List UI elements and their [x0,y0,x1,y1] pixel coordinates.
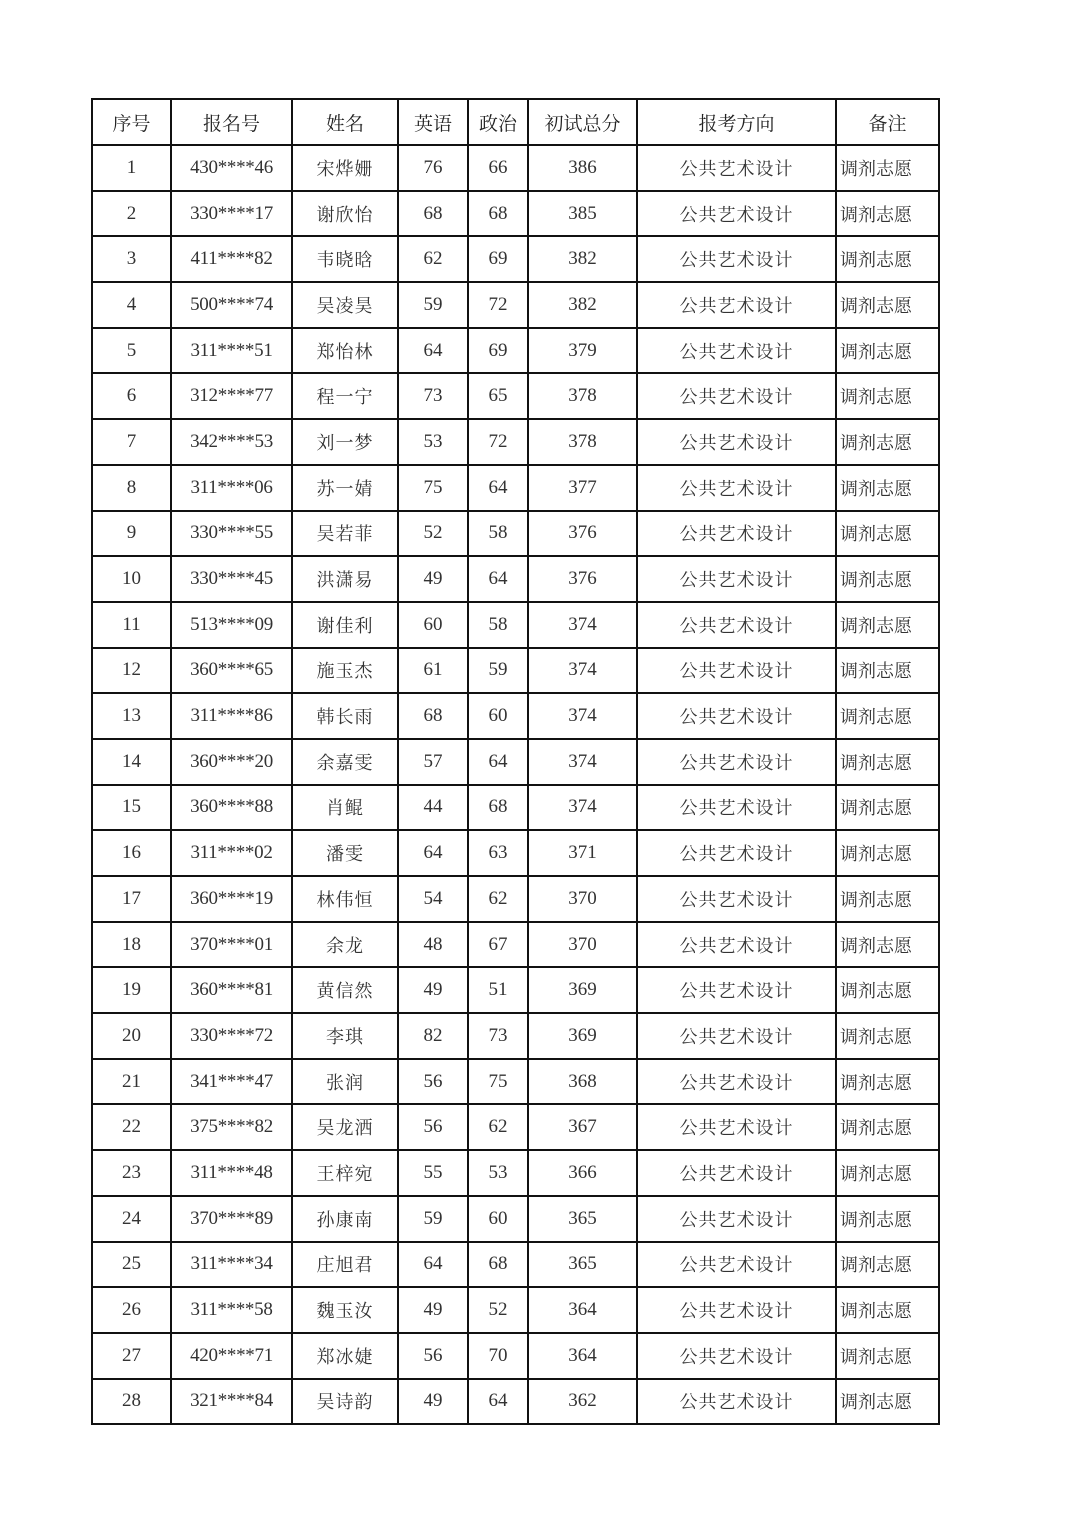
remark-cell: 调剂志愿 [836,1379,939,1425]
remark-cell: 调剂志愿 [836,191,939,237]
table-row [92,739,939,785]
student-name-cell: 郑冰婕 [292,1333,398,1379]
total-score-cell: 365 [528,1242,637,1288]
serial-no-cell: 19 [92,967,171,1013]
remark-cell: 调剂志愿 [836,922,939,968]
registration-no-cell: 321****84 [171,1379,292,1425]
english-score-cell: 61 [398,648,468,694]
english-score-cell: 64 [398,1242,468,1288]
politics-score-cell: 68 [468,1242,528,1288]
politics-score-cell: 64 [468,1379,528,1425]
student-name-cell: 潘雯 [292,830,398,876]
student-name-cell: 肖鲲 [292,785,398,831]
serial-no-cell: 7 [92,419,171,465]
student-name-cell: 施玉杰 [292,648,398,694]
direction-cell: 公共艺术设计 [637,922,836,968]
serial-no-cell: 22 [92,1104,171,1150]
table-row [92,648,939,694]
table-row [92,1104,939,1150]
header-registration-no: 报名号 [171,99,292,145]
remark-cell: 调剂志愿 [836,830,939,876]
english-score-cell: 49 [398,1379,468,1425]
total-score-cell: 379 [528,328,637,374]
table-body [92,145,939,1424]
total-score-cell: 369 [528,1013,637,1059]
serial-no-cell: 20 [92,1013,171,1059]
student-name-cell: 刘一梦 [292,419,398,465]
remark-cell: 调剂志愿 [836,602,939,648]
english-score-cell: 62 [398,236,468,282]
politics-score-cell: 64 [468,556,528,602]
total-score-cell: 374 [528,648,637,694]
header-direction: 报考方向 [637,99,836,145]
english-score-cell: 56 [398,1333,468,1379]
remark-cell: 调剂志愿 [836,739,939,785]
remark-cell: 调剂志愿 [836,1196,939,1242]
direction-cell: 公共艺术设计 [637,739,836,785]
student-name-cell: 郑怡林 [292,328,398,374]
politics-score-cell: 75 [468,1059,528,1105]
politics-score-cell: 62 [468,876,528,922]
politics-score-cell: 68 [468,785,528,831]
serial-no-cell: 24 [92,1196,171,1242]
student-name-cell: 李琪 [292,1013,398,1059]
direction-cell: 公共艺术设计 [637,967,836,1013]
total-score-cell: 366 [528,1150,637,1196]
english-score-cell: 82 [398,1013,468,1059]
politics-score-cell: 60 [468,1196,528,1242]
table-row [92,1287,939,1333]
serial-no-cell: 25 [92,1242,171,1288]
table-row [92,602,939,648]
table-row [92,465,939,511]
remark-cell: 调剂志愿 [836,419,939,465]
table-row [92,282,939,328]
total-score-cell: 377 [528,465,637,511]
politics-score-cell: 69 [468,236,528,282]
english-score-cell: 75 [398,465,468,511]
direction-cell: 公共艺术设计 [637,1379,836,1425]
registration-no-cell: 360****81 [171,967,292,1013]
student-name-cell: 孙康南 [292,1196,398,1242]
total-score-cell: 370 [528,876,637,922]
registration-no-cell: 311****86 [171,693,292,739]
table-row [92,1059,939,1105]
registration-no-cell: 500****74 [171,282,292,328]
politics-score-cell: 65 [468,373,528,419]
registration-no-cell: 330****55 [171,511,292,557]
student-name-cell: 魏玉汝 [292,1287,398,1333]
student-name-cell: 余龙 [292,922,398,968]
direction-cell: 公共艺术设计 [637,1287,836,1333]
header-serial-no: 序号 [92,99,171,145]
total-score-cell: 370 [528,922,637,968]
total-score-cell: 374 [528,739,637,785]
remark-cell: 调剂志愿 [836,1287,939,1333]
english-score-cell: 76 [398,145,468,191]
registration-no-cell: 330****17 [171,191,292,237]
serial-no-cell: 23 [92,1150,171,1196]
total-score-cell: 374 [528,693,637,739]
remark-cell: 调剂志愿 [836,328,939,374]
politics-score-cell: 51 [468,967,528,1013]
politics-score-cell: 68 [468,191,528,237]
table-row [92,830,939,876]
student-name-cell: 王梓宛 [292,1150,398,1196]
english-score-cell: 68 [398,191,468,237]
politics-score-cell: 64 [468,465,528,511]
remark-cell: 调剂志愿 [836,967,939,1013]
registration-no-cell: 360****20 [171,739,292,785]
politics-score-cell: 60 [468,693,528,739]
remark-cell: 调剂志愿 [836,1242,939,1288]
header-english: 英语 [398,99,468,145]
student-name-cell: 吴诗韵 [292,1379,398,1425]
serial-no-cell: 8 [92,465,171,511]
header-remark: 备注 [836,99,939,145]
registration-no-cell: 311****06 [171,465,292,511]
serial-no-cell: 5 [92,328,171,374]
direction-cell: 公共艺术设计 [637,693,836,739]
direction-cell: 公共艺术设计 [637,1013,836,1059]
registration-no-cell: 411****82 [171,236,292,282]
registration-no-cell: 370****89 [171,1196,292,1242]
total-score-cell: 385 [528,191,637,237]
direction-cell: 公共艺术设计 [637,830,836,876]
english-score-cell: 64 [398,830,468,876]
table-row [92,1196,939,1242]
table-header-row [92,99,939,145]
student-name-cell: 林伟恒 [292,876,398,922]
total-score-cell: 382 [528,236,637,282]
serial-no-cell: 16 [92,830,171,876]
english-score-cell: 59 [398,1196,468,1242]
total-score-cell: 376 [528,556,637,602]
remark-cell: 调剂志愿 [836,876,939,922]
student-name-cell: 吴凌昊 [292,282,398,328]
total-score-cell: 369 [528,967,637,1013]
student-name-cell: 程一宁 [292,373,398,419]
table-row [92,967,939,1013]
table-row [92,145,939,191]
table-row [92,236,939,282]
total-score-cell: 386 [528,145,637,191]
direction-cell: 公共艺术设计 [637,236,836,282]
english-score-cell: 48 [398,922,468,968]
direction-cell: 公共艺术设计 [637,419,836,465]
serial-no-cell: 2 [92,191,171,237]
direction-cell: 公共艺术设计 [637,328,836,374]
table-row [92,1013,939,1059]
student-name-cell: 韦晓晗 [292,236,398,282]
registration-no-cell: 311****51 [171,328,292,374]
serial-no-cell: 11 [92,602,171,648]
english-score-cell: 54 [398,876,468,922]
student-name-cell: 余嘉雯 [292,739,398,785]
total-score-cell: 368 [528,1059,637,1105]
remark-cell: 调剂志愿 [836,785,939,831]
serial-no-cell: 3 [92,236,171,282]
english-score-cell: 56 [398,1059,468,1105]
registration-no-cell: 311****02 [171,830,292,876]
serial-no-cell: 1 [92,145,171,191]
direction-cell: 公共艺术设计 [637,1242,836,1288]
direction-cell: 公共艺术设计 [637,602,836,648]
total-score-cell: 364 [528,1287,637,1333]
english-score-cell: 49 [398,556,468,602]
remark-cell: 调剂志愿 [836,1013,939,1059]
politics-score-cell: 73 [468,1013,528,1059]
direction-cell: 公共艺术设计 [637,1196,836,1242]
registration-no-cell: 342****53 [171,419,292,465]
serial-no-cell: 21 [92,1059,171,1105]
registration-no-cell: 360****19 [171,876,292,922]
direction-cell: 公共艺术设计 [637,145,836,191]
english-score-cell: 57 [398,739,468,785]
serial-no-cell: 18 [92,922,171,968]
table-row [92,1379,939,1425]
english-score-cell: 52 [398,511,468,557]
header-preliminary-total: 初试总分 [528,99,637,145]
total-score-cell: 362 [528,1379,637,1425]
politics-score-cell: 52 [468,1287,528,1333]
remark-cell: 调剂志愿 [836,556,939,602]
english-score-cell: 64 [398,328,468,374]
table-row [92,191,939,237]
english-score-cell: 73 [398,373,468,419]
serial-no-cell: 17 [92,876,171,922]
table-row [92,693,939,739]
table-row [92,328,939,374]
registration-no-cell: 360****88 [171,785,292,831]
student-name-cell: 谢欣怡 [292,191,398,237]
remark-cell: 调剂志愿 [836,648,939,694]
total-score-cell: 376 [528,511,637,557]
politics-score-cell: 70 [468,1333,528,1379]
total-score-cell: 378 [528,419,637,465]
serial-no-cell: 15 [92,785,171,831]
student-name-cell: 庄旭君 [292,1242,398,1288]
registration-no-cell: 430****46 [171,145,292,191]
english-score-cell: 59 [398,282,468,328]
table-row [92,1150,939,1196]
english-score-cell: 49 [398,1287,468,1333]
english-score-cell: 60 [398,602,468,648]
direction-cell: 公共艺术设计 [637,1333,836,1379]
direction-cell: 公共艺术设计 [637,1104,836,1150]
registration-no-cell: 420****71 [171,1333,292,1379]
remark-cell: 调剂志愿 [836,282,939,328]
politics-score-cell: 64 [468,739,528,785]
remark-cell: 调剂志愿 [836,511,939,557]
student-name-cell: 宋烨姗 [292,145,398,191]
student-name-cell: 张润 [292,1059,398,1105]
serial-no-cell: 26 [92,1287,171,1333]
direction-cell: 公共艺术设计 [637,876,836,922]
direction-cell: 公共艺术设计 [637,1059,836,1105]
politics-score-cell: 62 [468,1104,528,1150]
total-score-cell: 371 [528,830,637,876]
remark-cell: 调剂志愿 [836,145,939,191]
student-name-cell: 吴龙洒 [292,1104,398,1150]
student-name-cell: 吴若菲 [292,511,398,557]
direction-cell: 公共艺术设计 [637,465,836,511]
registration-no-cell: 311****58 [171,1287,292,1333]
total-score-cell: 374 [528,602,637,648]
student-name-cell: 洪潇易 [292,556,398,602]
student-name-cell: 谢佳利 [292,602,398,648]
politics-score-cell: 67 [468,922,528,968]
total-score-cell: 378 [528,373,637,419]
table-row [92,511,939,557]
politics-score-cell: 66 [468,145,528,191]
score-table [91,98,940,1425]
serial-no-cell: 13 [92,693,171,739]
student-name-cell: 苏一婧 [292,465,398,511]
serial-no-cell: 14 [92,739,171,785]
english-score-cell: 68 [398,693,468,739]
politics-score-cell: 58 [468,511,528,557]
table-row [92,373,939,419]
registration-no-cell: 330****72 [171,1013,292,1059]
table-row [92,922,939,968]
politics-score-cell: 59 [468,648,528,694]
header-politics: 政治 [468,99,528,145]
table-row [92,1333,939,1379]
header-name: 姓名 [292,99,398,145]
table-row [92,1242,939,1288]
english-score-cell: 49 [398,967,468,1013]
total-score-cell: 364 [528,1333,637,1379]
politics-score-cell: 72 [468,282,528,328]
registration-no-cell: 513****09 [171,602,292,648]
remark-cell: 调剂志愿 [836,1150,939,1196]
politics-score-cell: 58 [468,602,528,648]
remark-cell: 调剂志愿 [836,373,939,419]
registration-no-cell: 311****34 [171,1242,292,1288]
registration-no-cell: 360****65 [171,648,292,694]
serial-no-cell: 12 [92,648,171,694]
total-score-cell: 367 [528,1104,637,1150]
total-score-cell: 374 [528,785,637,831]
politics-score-cell: 69 [468,328,528,374]
serial-no-cell: 27 [92,1333,171,1379]
remark-cell: 调剂志愿 [836,1333,939,1379]
direction-cell: 公共艺术设计 [637,556,836,602]
english-score-cell: 55 [398,1150,468,1196]
english-score-cell: 53 [398,419,468,465]
table-row [92,785,939,831]
direction-cell: 公共艺术设计 [637,648,836,694]
table-row [92,419,939,465]
direction-cell: 公共艺术设计 [637,1150,836,1196]
serial-no-cell: 28 [92,1379,171,1425]
registration-no-cell: 341****47 [171,1059,292,1105]
remark-cell: 调剂志愿 [836,1059,939,1105]
student-name-cell: 韩长雨 [292,693,398,739]
politics-score-cell: 53 [468,1150,528,1196]
registration-no-cell: 375****82 [171,1104,292,1150]
direction-cell: 公共艺术设计 [637,191,836,237]
remark-cell: 调剂志愿 [836,693,939,739]
politics-score-cell: 72 [468,419,528,465]
total-score-cell: 382 [528,282,637,328]
serial-no-cell: 6 [92,373,171,419]
table-row [92,876,939,922]
serial-no-cell: 10 [92,556,171,602]
politics-score-cell: 63 [468,830,528,876]
registration-no-cell: 312****77 [171,373,292,419]
remark-cell: 调剂志愿 [836,1104,939,1150]
remark-cell: 调剂志愿 [836,465,939,511]
direction-cell: 公共艺术设计 [637,282,836,328]
registration-no-cell: 311****48 [171,1150,292,1196]
direction-cell: 公共艺术设计 [637,785,836,831]
direction-cell: 公共艺术设计 [637,373,836,419]
student-name-cell: 黄信然 [292,967,398,1013]
serial-no-cell: 4 [92,282,171,328]
serial-no-cell: 9 [92,511,171,557]
english-score-cell: 44 [398,785,468,831]
english-score-cell: 56 [398,1104,468,1150]
registration-no-cell: 370****01 [171,922,292,968]
table-row [92,556,939,602]
score-table-container [91,98,940,1425]
registration-no-cell: 330****45 [171,556,292,602]
remark-cell: 调剂志愿 [836,236,939,282]
total-score-cell: 365 [528,1196,637,1242]
direction-cell: 公共艺术设计 [637,511,836,557]
